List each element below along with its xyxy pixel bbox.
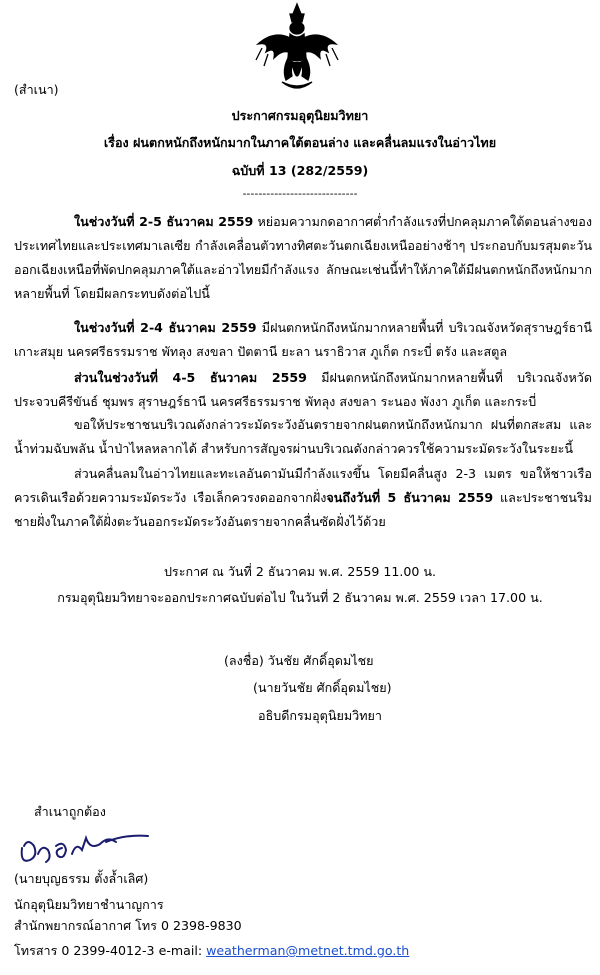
paragraph-2-date: ในช่วงวันที่ 2-4 ธันวาคม 2559: [74, 320, 257, 335]
email-link[interactable]: weatherman@metnet.tmd.go.th: [206, 943, 410, 958]
paragraph-5-text-b: และประชาชนริมชายฝั่งในภาคใต้ฝั่งตะวันออกระมัดระวังอันตรายจากคลื่นซัดฝั่งไว้ด้วย: [14, 490, 592, 529]
document-title: ประกาศกรมอุตุนิยมวิทยา: [231, 108, 369, 123]
paragraph-3: [14, 366, 592, 414]
document-subject: เรื่อง ฝนตกหนักถึงหนักมากในภาคใต้ตอนล่าง และคลื่นลมแรงในอ่าวไทย: [103, 135, 497, 150]
paragraph-1-text: หย่อมความกดอากาศต่ำกำลังแรงที่ปกคลุมภาคใต้ตอนล่างของประเทศไทยและประเทศมาเลเซีย กำลังเคลื่อนตัวทางทิศตะวันตกเฉียงเหนืออย่างช้าๆ ประกอบกับมรสุมตะวันออกเฉียงเหนือที่พัดปกคลุมภาคใต้และอ่าวไทยมีกำลังแรง ลักษณะเช่นนี้ทำให้ภาคใต้มีฝนตกหนักถึงหนักมากหลายพื้นที่ โดยมีผลกระทบดังต่อไปนี้: [14, 214, 592, 301]
garuda-emblem: [252, 0, 342, 94]
paragraph-5-date: จนถึงวันที่ 5 ธันวาคม 2559: [326, 490, 494, 505]
fax-email-line: [14, 939, 409, 963]
paragraph-2-text: มีฝนตกหนักถึงหนักมากหลายพื้นที่ บริเวณจังหวัดสุราษฎร์ธานี เกาะสมุย นครศรีธรรมราช พัทลุง สงขลา ปัตตานี ยะลา นราธิวาส ภูเก็ต กระบี่ ตรัง และสตูล: [14, 320, 592, 359]
certifier-name: (นายบุญธรรม ตั้งล้ำเลิศ): [14, 871, 149, 886]
paragraph-2: [14, 316, 592, 364]
issue-number: ฉบับที่ 13 (282/2559): [231, 163, 369, 178]
copy-mark: (สำเนา): [14, 82, 59, 97]
paragraph-3-date: ส่วนในช่วงวันที่ 4-5 ธันวาคม 2559: [74, 370, 307, 385]
signer-position: อธิบดีกรมอุตุนิยมวิทยา: [258, 708, 382, 723]
paragraph-5: [14, 462, 592, 534]
paragraph-3-text: มีฝนตกหนักถึงหนักมากหลายพื้นที่ บริเวณจังหวัดประจวบคีรีขันธ์ ชุมพร สุราษฎร์ธานี นครศรีธรรมราช พัทลุง สงขลา ระนอง พังงา ภูเก็ต และกระบี่: [14, 370, 593, 409]
certifier-position: นักอุตุนิยมวิทยาชำนาญการ: [14, 897, 164, 912]
fax-text: โทรสาร 0 2399-4012-3 e-mail:: [14, 943, 207, 958]
paragraph-4: [14, 413, 592, 461]
paragraph-1: [14, 210, 592, 306]
office-phone: สำนักพยากรณ์อากาศ โทร 0 2398-9830: [14, 918, 242, 933]
paragraph-4-text: ขอให้ประชาชนบริเวณดังกล่าวระมัดระวังอันตรายจากฝนตกหนักถึงหนักมาก ฝนที่ตกสะสม และน้ำท่วมฉับพลัน น้ำป่าไหลหลากได้ สำหรับการสัญจรผ่านบริเวณดังกล่าวควรใช้ความระมัดระวังในระยะนี้: [14, 417, 592, 456]
announce-date: ประกาศ ณ วันที่ 2 ธันวาคม พ.ศ. 2559 11.00 น.: [163, 564, 437, 579]
paragraph-5-text-a: ส่วนคลื่นลมในอ่าวไทยและทะเลอันดามันมีกำลังแรงขึ้น โดยมีคลื่นสูง 2-3 เมตร ขอให้ชาวเรือควรเดินเรือด้วยความระมัดระวัง เรือเล็กควรงดออกจากฝั่ง: [14, 466, 592, 505]
certified-copy-label: สำเนาถูกต้อง: [34, 804, 106, 819]
signer-name: (นายวันชัย ศักดิ์อุดมไชย): [253, 680, 392, 695]
signed-line: (ลงชื่อ) วันชัย ศักดิ์อุดมไชย: [224, 653, 374, 668]
paragraph-1-date: ในช่วงวันที่ 2-5 ธันวาคม 2559: [74, 214, 254, 229]
divider-rule: -----------------------------: [242, 187, 358, 200]
next-announcement: กรมอุตุนิยมวิทยาจะออกประกาศฉบับต่อไป ในวันที่ 2 ธันวาคม พ.ศ. 2559 เวลา 17.00 น.: [57, 590, 543, 605]
